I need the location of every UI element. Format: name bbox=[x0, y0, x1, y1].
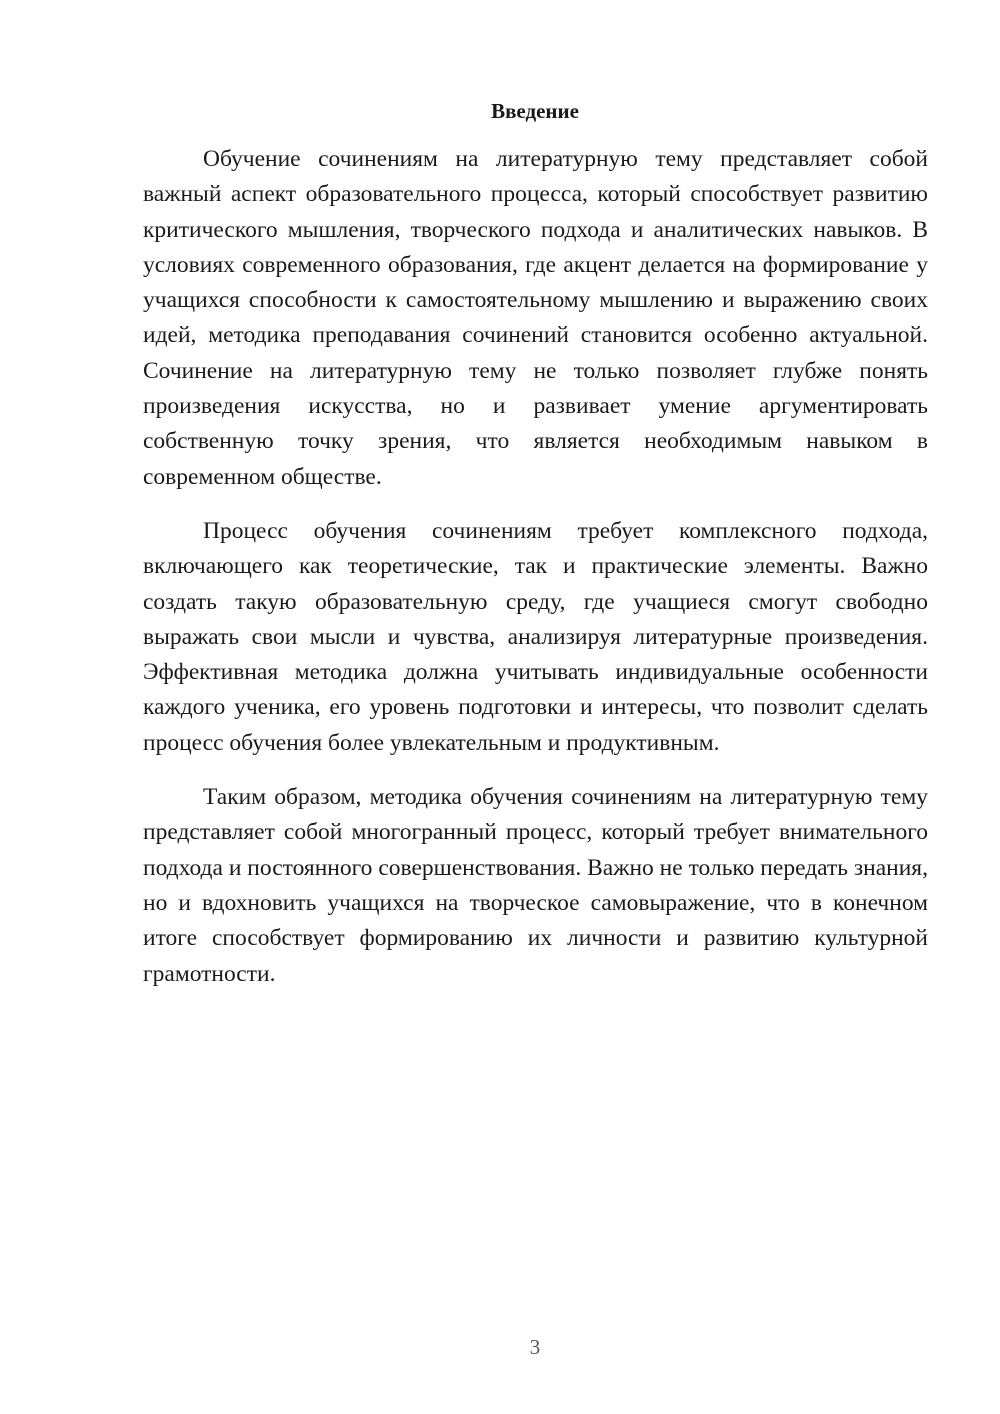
paragraph-3: Таким образом, методика обучения сочинениям на литературную тему представляет собой многогранный процесс, который требует внимательного подхода и постоянного совершенствования. Важно не только передать знания, но и вдохновить учащихся на творческое самовыражение, что в конечном итоге способствует формированию их личности и развитию культурной грамотности. bbox=[143, 784, 928, 987]
page-number: 3 bbox=[529, 1335, 541, 1359]
paragraph-1: Обучение сочинениям на литературную тему представляет собой важный аспект образовательного процесса, который способствует развитию критического мышления, творческого подхода и аналитических навыков. В условиях современного образования, где акцент делается на формирование у учащихся способности к самостоятельному мышлению и выражению своих идей, методика преподавания сочинений становится особенно актуальной. Сочинение на литературную тему не только позволяет глубже понять произведения искусства, но и развивает умение аргументировать собственную точку зрения, что является необходимым навыком в современном обществе. bbox=[143, 146, 928, 490]
body-text bbox=[143, 142, 928, 1011]
paragraph-2: Процесс обучения сочинениям требует комплексного подхода, включающего как теоретические, так и практические элементы. Важно создать такую образовательную среду, где учащиеся смогут свободно выражать свои мысли и чувства, анализируя литературные произведения. Эффективная методика должна учитывать индивидуальные особенности каждого ученика, его уровень подготовки и интересы, что позволит сделать процесс обучения более увлекательным и продуктивным. bbox=[143, 517, 928, 756]
section-heading: Введение bbox=[491, 99, 579, 123]
